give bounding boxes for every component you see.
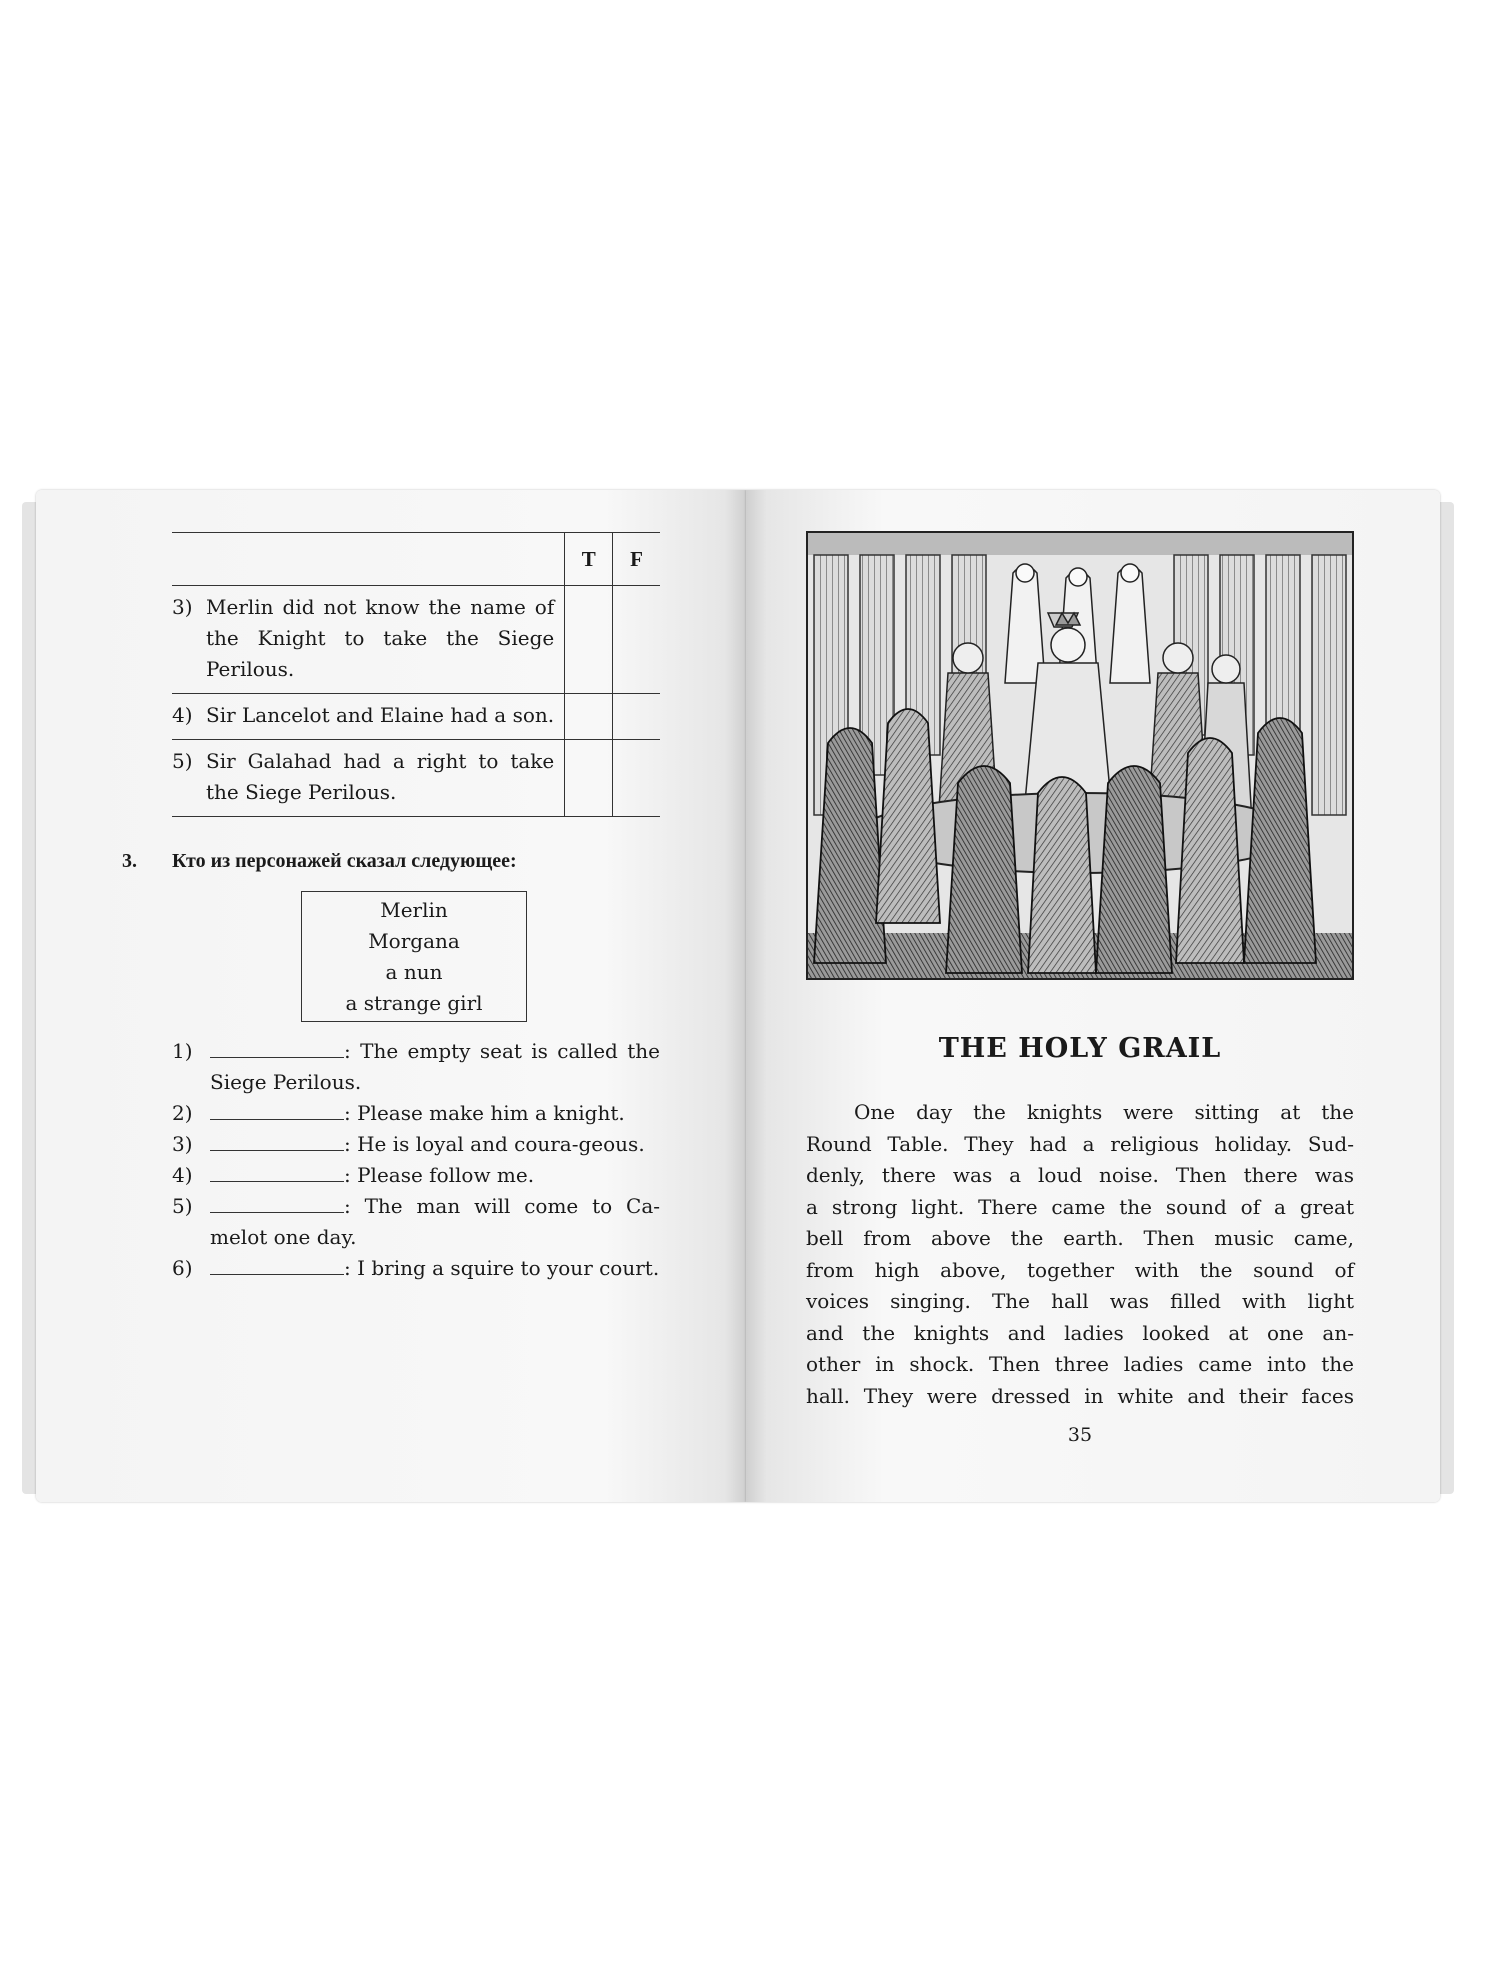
quote-number: 2) [172, 1101, 193, 1125]
answer-blank[interactable] [210, 1037, 344, 1058]
quote-number: 5) [172, 1194, 193, 1218]
task-title: Кто из персонажей сказал следующее: [172, 850, 517, 872]
story-line: Round Table. They had a religious holiday. Sud- [806, 1131, 1354, 1156]
statement-text: Sir Galahad had a right to take the Siege Perilous. [206, 749, 555, 804]
answer-blank[interactable] [210, 1192, 344, 1213]
list-item [172, 1160, 660, 1191]
round-table-illustration [806, 531, 1354, 980]
story-line: and the knights and ladies looked at one an- [806, 1320, 1354, 1345]
statement-text: Sir Lancelot and Elaine had a son. [206, 703, 555, 727]
table-header-row [172, 533, 660, 586]
story-line: other in shock. Then three ladies came into the [806, 1352, 1354, 1376]
false-column-header: F [613, 533, 660, 586]
quote-number: 4) [172, 1163, 193, 1187]
page-number: 35 [1067, 1424, 1093, 1446]
story-line: hall. They were dressed in white and their faces [806, 1383, 1354, 1408]
quote-text: : The empty seat is called the Siege Perilous. [210, 1039, 660, 1094]
list-item [172, 1253, 660, 1284]
true-column-header: T [565, 533, 613, 586]
quote-text: : The man will come to Ca-melot one day. [210, 1194, 660, 1249]
story-line: from high above, together with the sound of [806, 1257, 1354, 1282]
character-names-box [301, 891, 527, 1022]
table-row [172, 740, 660, 817]
answer-blank[interactable] [210, 1254, 344, 1275]
quote-number: 1) [172, 1039, 193, 1063]
false-checkbox-cell[interactable] [613, 586, 660, 694]
list-item [172, 1098, 660, 1129]
quote-text: : Please make him a knight. [344, 1101, 625, 1125]
table-row [172, 586, 660, 694]
story-line: voices singing. The hall was filled with light [806, 1289, 1354, 1313]
true-false-table [172, 532, 660, 817]
answer-blank[interactable] [210, 1130, 344, 1151]
table-header-blank [172, 533, 565, 586]
statement-number: 4) [172, 703, 193, 727]
quote-text: : I bring a squire to your court. [344, 1256, 660, 1280]
story-text [806, 1097, 1354, 1412]
story-title: THE HOLY GRAIL [938, 1033, 1222, 1064]
statement-number: 5) [172, 749, 193, 773]
quote-number: 6) [172, 1256, 193, 1280]
statement-number: 3) [172, 595, 193, 619]
answer-blank[interactable] [210, 1099, 344, 1120]
true-checkbox-cell[interactable] [565, 586, 613, 694]
character-name: Morgana [368, 929, 460, 953]
list-item [172, 1036, 660, 1098]
character-name: Merlin [380, 898, 448, 922]
list-item [172, 1191, 660, 1253]
character-name: a nun [385, 960, 443, 984]
illustration-drawing [808, 533, 1352, 978]
statement-text: Merlin did not know the name of the Knight to take the Siege Perilous. [206, 595, 555, 681]
false-checkbox-cell[interactable] [613, 740, 660, 817]
false-checkbox-cell[interactable] [613, 694, 660, 740]
character-name: a strange girl [345, 991, 483, 1015]
story-line: bell from above the earth. Then music came, [806, 1226, 1354, 1250]
story-line: denly, there was a loud noise. Then there was [806, 1163, 1354, 1187]
true-checkbox-cell[interactable] [565, 740, 613, 817]
quote-number: 3) [172, 1132, 193, 1156]
answer-blank[interactable] [210, 1161, 344, 1182]
table-row [172, 694, 660, 740]
story-line: a strong light. There came the sound of a great [806, 1194, 1354, 1219]
quote-text: : Please follow me. [344, 1163, 535, 1187]
task-number: 3. [122, 850, 137, 872]
quote-text: : He is loyal and coura-geous. [344, 1132, 645, 1156]
true-checkbox-cell[interactable] [565, 694, 613, 740]
quotes-list [172, 1036, 660, 1284]
story-line: One day the knights were sitting at the [854, 1100, 1354, 1124]
list-item [172, 1129, 660, 1160]
